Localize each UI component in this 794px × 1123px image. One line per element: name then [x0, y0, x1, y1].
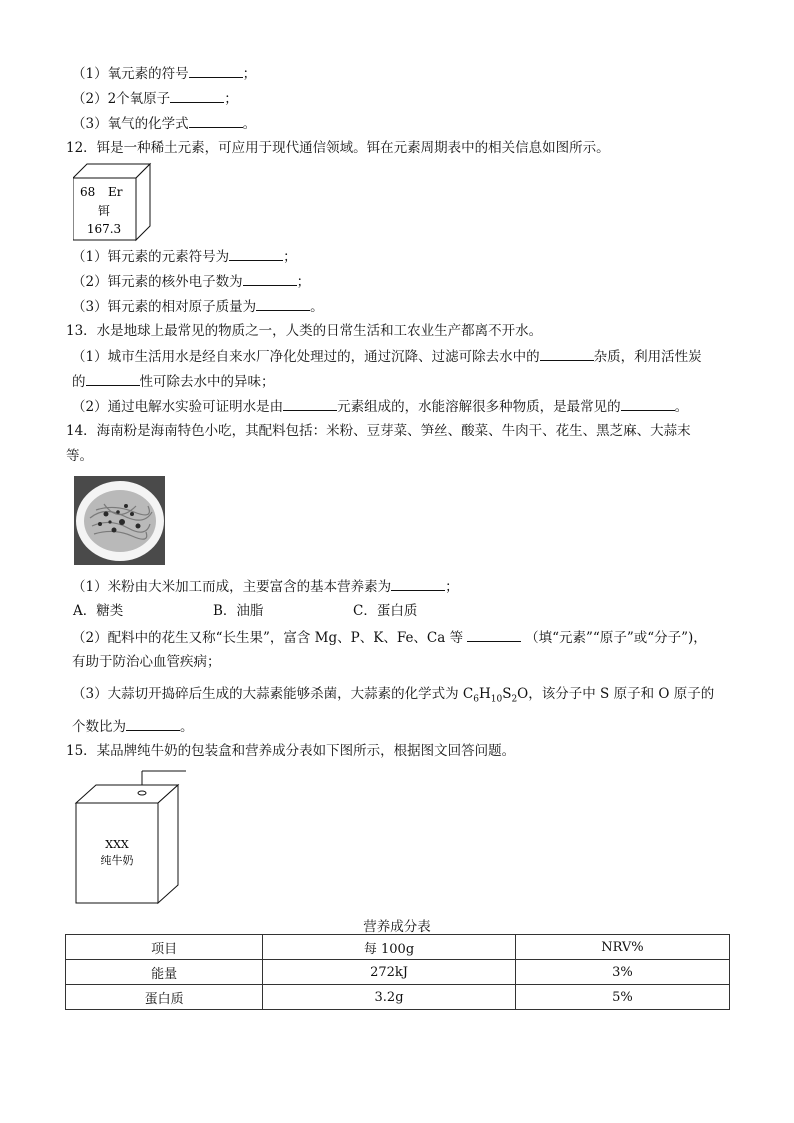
answer-blank[interactable] [540, 347, 594, 361]
q13-part1-text3: 的 [72, 374, 86, 390]
answer-blank[interactable] [256, 297, 310, 311]
q11-part2-text: （2）2个氧原子 [72, 91, 171, 107]
punctuation: ； [445, 579, 459, 595]
q11-part2 [72, 89, 238, 108]
q12-part2-text: （2）铒元素的核外电子数为 [72, 274, 243, 290]
table-cell: 3.2g [263, 985, 516, 1010]
punctuation: ； [296, 274, 311, 290]
formula-element: H [478, 686, 491, 702]
q12-part1 [72, 247, 297, 266]
nutrition-table [65, 934, 730, 1010]
table-header-row [66, 935, 730, 960]
q13-part1-text2: 杂质，利用活性炭 [593, 349, 702, 365]
q14-part2 [72, 628, 707, 647]
answer-blank[interactable] [189, 114, 243, 128]
table-header-cell: 项目 [66, 935, 263, 960]
answer-blank[interactable] [86, 372, 140, 386]
q14-stem-cont: 等。 [66, 448, 93, 464]
answer-blank[interactable] [283, 397, 337, 411]
q12-part3-text: （3）铒元素的相对原子质量为 [72, 299, 257, 315]
q14-part3-text: （3）大蒜切开捣碎后生成的大蒜素能够杀菌，大蒜素的化学式为 C [72, 686, 474, 702]
punctuation: 。 [674, 399, 689, 415]
punctuation: ； [224, 91, 238, 107]
table-cell: 272kJ [263, 960, 516, 985]
q12-part1-text: （1）铒元素的元素符号为 [72, 249, 230, 265]
answer-blank[interactable] [467, 628, 521, 642]
q14-part2-cont: 有助于防治心血管疾病； [72, 654, 221, 670]
periodic-element-card [73, 162, 153, 242]
q13-part1-text: （1）城市生活用水是经自来水厂净化处理过的，通过沉降、过滤可除去水中的 [72, 349, 540, 365]
punctuation: ； [242, 66, 257, 82]
table-cell: 5% [515, 985, 729, 1010]
answer-blank[interactable] [243, 272, 297, 286]
atomic-mass: 167.3 [86, 222, 122, 236]
milk-product-name: 纯牛奶 [100, 854, 134, 867]
q13-part1-text4: 性可除去水中的异味； [139, 374, 275, 390]
table-row [66, 985, 730, 1010]
answer-blank[interactable] [126, 717, 180, 731]
q13-stem: 13．水是地球上最常见的物质之一，人类的日常生活和工农业生产都离不开水。 [66, 323, 543, 339]
q14-part3-text2: O，该分子中 S 原子和 O 原子的 [517, 686, 715, 702]
table-cell: 蛋白质 [66, 985, 263, 1010]
q14-part2-text: （2）配料中的花生又称“长生果”，富含 Mg、P、K、Fe、Ca 等 [72, 630, 464, 646]
answer-blank[interactable] [170, 89, 224, 103]
table-cell: 能量 [66, 960, 263, 985]
q11-part3 [72, 114, 256, 133]
punctuation: ； [283, 249, 297, 265]
atomic-number: 68 [80, 185, 96, 199]
punctuation: 。 [310, 299, 324, 315]
option-c[interactable]: C．蛋白质 [353, 603, 418, 619]
punctuation: 。 [242, 116, 257, 132]
q14-part1 [72, 577, 459, 596]
q14-part3-cont [72, 717, 194, 736]
table-header-cell: 每 100g [263, 935, 516, 960]
q14-part2-text2: （填“元素”“原子”或“分子”)， [525, 630, 707, 646]
table-header-cell: NRV% [515, 935, 729, 960]
q15-stem: 15．某品牌纯牛奶的包装盒和营养成分表如下图所示，根据图文回答问题。 [66, 743, 516, 759]
q13-part1-cont [72, 372, 275, 391]
formula-subscript: 6 [473, 694, 479, 705]
q14-part3 [72, 685, 714, 709]
formula-subscript: 2 [511, 694, 518, 705]
element-name: 铒 [97, 204, 111, 218]
option-b[interactable]: B．油脂 [213, 603, 264, 619]
q12-stem: 12．铒是一种稀土元素，可应用于现代通信领域。铒在元素周期表中的相关信息如图所示。 [66, 140, 610, 156]
answer-blank[interactable] [229, 247, 283, 261]
milk-carton-figure [70, 765, 190, 907]
table-row [66, 960, 730, 985]
q13-part2-text: （2）通过电解水实验可证明水是由 [72, 399, 284, 415]
table-cell: 3% [515, 960, 729, 985]
answer-blank[interactable] [189, 64, 243, 78]
answer-blank[interactable] [391, 577, 445, 591]
q14-stem: 14．海南粉是海南特色小吃，其配料包括：米粉、豆芽菜、笋丝、酸菜、牛肉干、花生、黑芝麻、大蒜末 [66, 423, 691, 439]
q14-part3-text3: 个数比为 [72, 719, 126, 735]
q12-part2 [72, 272, 310, 291]
punctuation: 。 [180, 719, 194, 735]
q14-part1-text: （1）米粉由大米加工而成，主要富含的基本营养素为 [72, 579, 392, 595]
q11-part1 [72, 64, 256, 83]
q13-part1 [72, 347, 702, 366]
nutrition-table-title: 营养成分表 [363, 919, 431, 935]
q13-part2-text2: 元素组成的，水能溶解很多种物质，是最常见的 [337, 399, 621, 415]
noodle-plate-image [74, 476, 165, 565]
formula-subscript: 10 [490, 694, 503, 705]
element-symbol: Er [108, 185, 123, 199]
option-a[interactable]: A．糖类 [73, 603, 124, 619]
q11-part1-text: （1）氧元素的符号 [72, 66, 189, 82]
formula-element: S [502, 686, 512, 702]
milk-brand: XXX [105, 838, 129, 851]
hainan-noodle-photo [74, 476, 165, 565]
q12-part3 [72, 297, 324, 316]
q13-part2 [72, 397, 688, 416]
q11-part3-text: （3）氧气的化学式 [72, 116, 189, 132]
answer-blank[interactable] [621, 397, 675, 411]
